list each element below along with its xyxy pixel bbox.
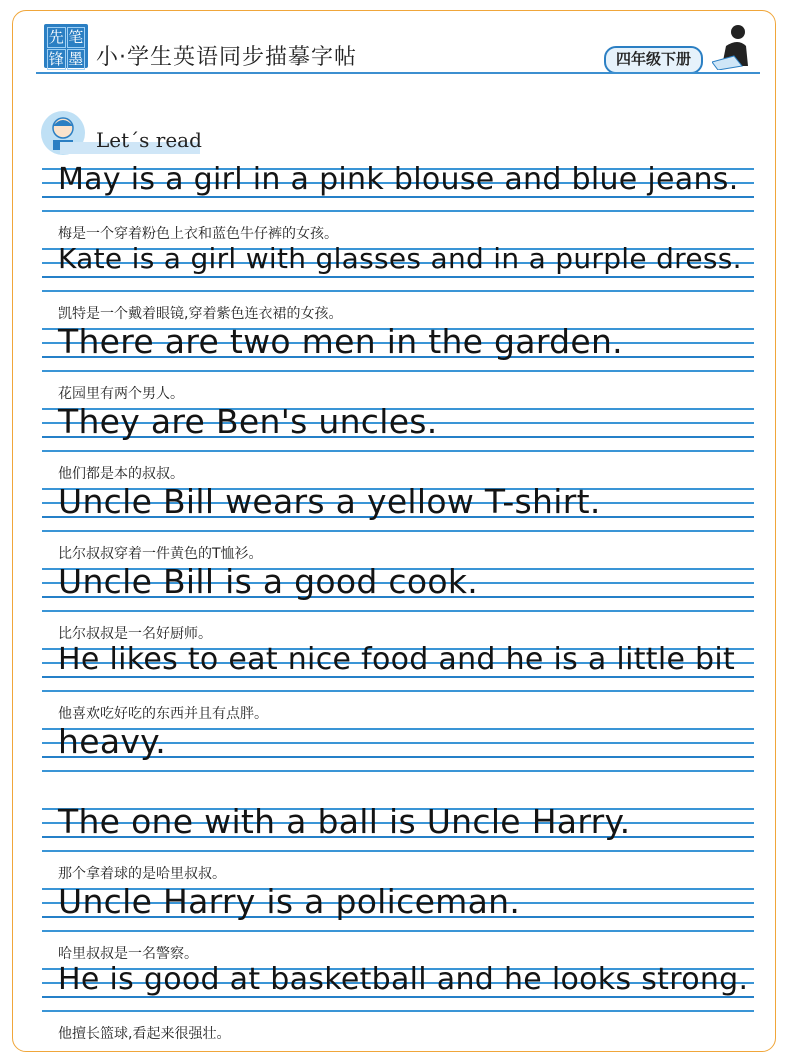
chinese-translation: 凯特是一个戴着眼镜,穿着紫色连衣裙的女孩。 — [58, 306, 343, 322]
guide-rule — [42, 370, 754, 372]
chinese-translation: 他们都是本的叔叔。 — [58, 466, 184, 482]
handwriting-lines — [42, 0, 754, 1061]
english-sentence: They are Ben's uncles. — [58, 402, 438, 441]
section-label: Let´s read — [96, 128, 202, 152]
grade-badge: 四年级下册 — [604, 46, 703, 74]
guide-rule — [42, 690, 754, 692]
guide-rule — [42, 276, 754, 278]
chinese-translation: 他擅长篮球,看起来很强壮。 — [58, 1026, 231, 1042]
guide-rule — [42, 770, 754, 772]
english-sentence: Uncle Bill is a good cook. — [58, 562, 479, 601]
guide-rule — [42, 930, 754, 932]
chinese-translation: 比尔叔叔是一名好厨师。 — [58, 626, 212, 642]
chinese-translation: 他喜欢吃好吃的东西并且有点胖。 — [58, 706, 268, 722]
chinese-translation: 哈里叔叔是一名警察。 — [58, 946, 198, 962]
chinese-translation: 花园里有两个男人。 — [58, 386, 184, 402]
guide-rule — [42, 530, 754, 532]
english-sentence: He likes to eat nice food and he is a little bit — [58, 642, 736, 677]
logo-char: 墨 — [68, 50, 84, 68]
guide-rule — [42, 450, 754, 452]
english-sentence: heavy. — [58, 722, 167, 761]
english-sentence: The one with a ball is Uncle Harry. — [58, 802, 631, 841]
english-sentence: There are two men in the garden. — [58, 322, 623, 361]
chinese-translation: 那个拿着球的是哈里叔叔。 — [58, 866, 226, 882]
chinese-translation: 梅是一个穿着粉色上衣和蓝色牛仔裤的女孩。 — [58, 226, 338, 242]
chinese-translation: 比尔叔叔穿着一件黄色的T恤衫。 — [58, 546, 263, 562]
guide-rule — [42, 210, 754, 212]
logo-char: 先 — [48, 28, 64, 46]
logo-char: 锋 — [48, 50, 64, 68]
guide-rule — [42, 1010, 754, 1012]
english-sentence: May is a girl in a pink blouse and blue jeans. — [58, 162, 739, 197]
logo-char: 笔 — [68, 28, 84, 46]
english-sentence: Kate is a girl with glasses and in a purple dress. — [58, 242, 742, 275]
guide-rule — [42, 610, 754, 612]
english-sentence: He is good at basketball and he looks strong. — [58, 962, 749, 997]
english-sentence: Uncle Harry is a policeman. — [58, 882, 521, 921]
english-sentence: Uncle Bill wears a yellow T-shirt. — [58, 482, 601, 521]
guide-rule — [42, 850, 754, 852]
book-title: 小·学生英语同步描摹字帖 — [96, 45, 357, 70]
guide-rule — [42, 290, 754, 292]
